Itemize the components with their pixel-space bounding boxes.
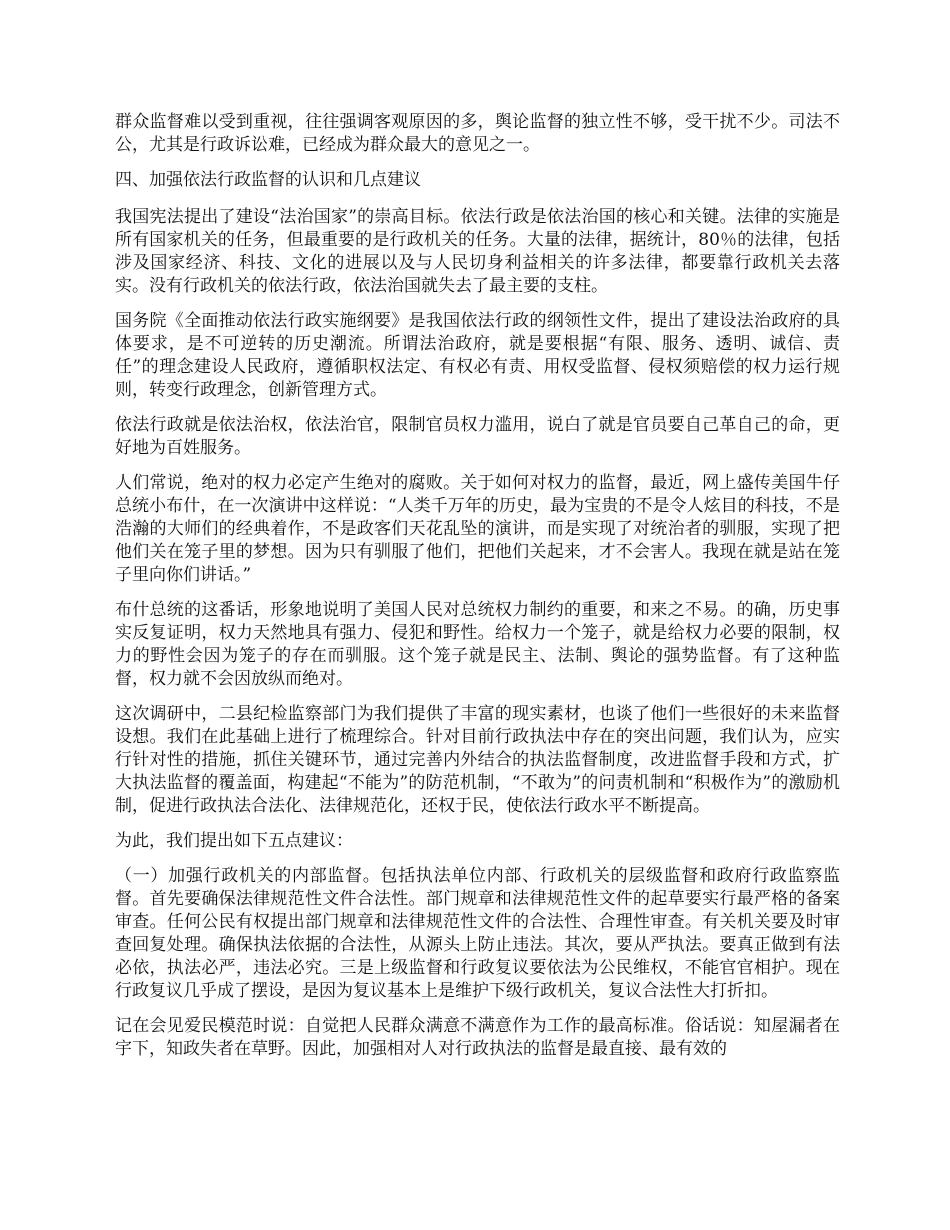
section-heading-4: 四、加强依法行政监督的认识和几点建议 bbox=[115, 170, 421, 190]
paragraph-absolute-power: 人们常说，绝对的权力必定产生绝对的腐败。关于如何对权力的监督，最近，网上盛传美国牛仔总统小布什，在一次演讲中这样说：“人类千万年的历史，最为宝贵的不是令人炫目的科技，不是浩瀚的大师们的经典着作，不是政客们天花乱坠的演讲，而是实现了对统治者的驯服，实现了把他们关在笼子里的梦想。因为只有驯服了他们，把他们关起来，才不会害人。我现在就是站在笼子里向你们讲话。” bbox=[115, 473, 840, 585]
paragraph-five-suggestions-intro: 为此，我们提出如下五点建议： bbox=[115, 831, 353, 851]
paragraph-suggestion-1: （一）加强行政机关的内部监督。包括执法单位内部、行政机关的层级监督和政府行政监察监督。首先要确保法律规范性文件合法性。部门规章和法律规范性文件的起草要实行最严格的备案审查。任何公民有权提出部门规章和法律规范性文件的合法性、合理性审查。有关机关要及时审查回复处理。确保执法依据的合法性，从源头上防止违法。其次，要从严执法。要真正做到有法必依，执法必严，违法必究。三是上级监督和行政复议要依法为公民维权，不能官官相护。现在行政复议几乎成了摆设，是因为复议基本上是维护下级行政机关，复议合法性大打折扣。 bbox=[115, 866, 840, 1001]
paragraph-research-findings: 这次调研中，二县纪检监察部门为我们提供了丰富的现实素材，也谈了他们一些很好的未来监督设想。我们在此基础上进行了梳理综合。针对目前行政执法中存在的突出问题，我们认为，应实行针对性的措施，抓住关键环节，通过完善内外结合的执法监督制度，改进监督手段和方式，扩大执法监督的覆盖面，构建起“不能为”的防范机制，“不敢为”的问责机制和“积极作为”的激励机制，促进行政执法合法化、法律规范化，还权于民，使依法行政水平不断提高。 bbox=[115, 704, 840, 816]
paragraph-constitution: 我国宪法提出了建设“法治国家”的崇高目标。依法行政是依法治国的核心和关键。法律的实施是所有国家机关的任务，但最重要的是行政机关的任务。大量的法律，据统计，80％的法律，包括涉及国家经济、科技、文化的进展以及与人民切身利益相关的许多法律，都要靠行政机关去落实。没有行政机关的依法行政，依法治国就失去了最主要的支柱。 bbox=[115, 207, 840, 296]
paragraph-public-supervision: 群众监督难以受到重视，往往强调客观原因的多，舆论监督的独立性不够，受干扰不少。司法不公，尤其是行政诉讼难，已经成为群众最大的意见之一。 bbox=[115, 112, 840, 155]
document-body bbox=[115, 111, 840, 1073]
paragraph-state-council-outline: 国务院《全面推动依法行政实施纲要》是我国依法行政的纲领性文件，提出了建设法治政府的具体要求，是不可逆转的历史潮流。所谓法治政府，就是要根据“有限、服务、透明、诚信、责任”的理念建设人民政府，遵循职权法定、有权必有责、用权受监督、侵权须赔偿的权力运行规则，转变行政理念，创新管理方式。 bbox=[115, 311, 840, 400]
paragraph-public-satisfaction: 记在会见爱民模范时说：自觉把人民群众满意不满意作为工作的最高标准。俗话说：知屋漏者在宇下，知政失者在草野。因此，加强相对人对行政执法的监督是最直接、最有效的 bbox=[115, 1016, 840, 1059]
paragraph-bush-speech: 布什总统的这番话，形象地说明了美国人民对总统权力制约的重要，和来之不易。的确，历史事实反复证明，权力天然地具有强力、侵犯和野性。给权力一个笼子，就是给权力必要的限制，权力的野性会因为笼子的存在而驯服。这个笼子就是民主、法制、舆论的强势监督。有了这种监督，权力就不会因放纵而绝对。 bbox=[115, 600, 840, 689]
paragraph-rule-of-power: 依法行政就是依法治权，依法治官，限制官员权力滥用，说白了就是官员要自己革自己的命，更好地为百姓服务。 bbox=[115, 415, 840, 458]
